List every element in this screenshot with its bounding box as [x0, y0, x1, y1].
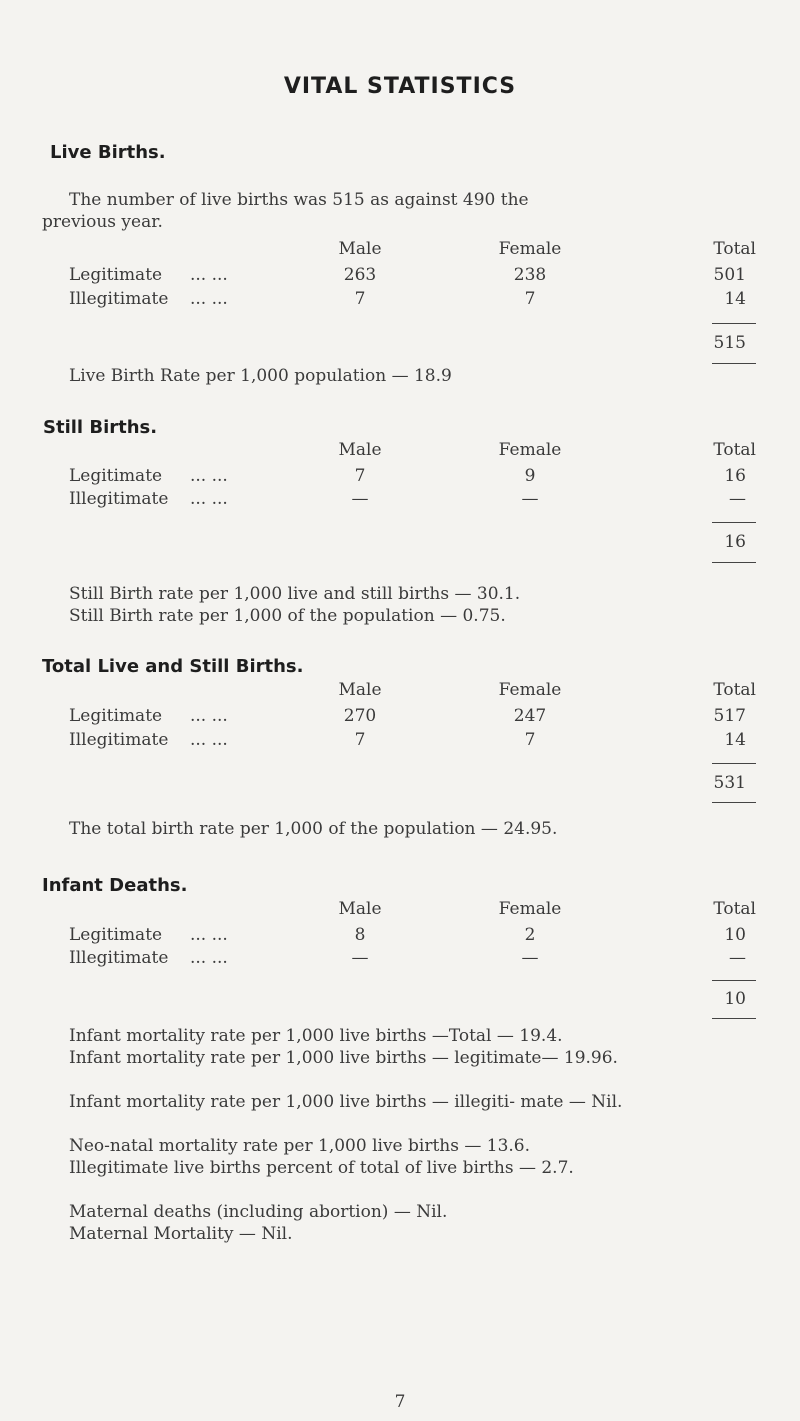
infant-total-rule-bottom — [712, 1018, 756, 1019]
total-grand-total: 531 — [713, 773, 746, 793]
live-total-rule-bottom — [712, 363, 756, 364]
page-title: VITAL STATISTICS — [283, 74, 517, 99]
infant-row-illegitimate-male: — — [351, 948, 369, 968]
total-births-heading: Total Live and Still Births. — [42, 656, 304, 677]
still-births-heading: Still Births. — [43, 417, 158, 438]
live-row-legitimate-dots: ... ... — [190, 265, 228, 285]
infant-note-5: Illegitimate live births percent of total of live births — 2.7. — [69, 1158, 574, 1178]
infant-deaths-heading: Infant Deaths. — [42, 875, 188, 896]
live-header-total: Total — [713, 239, 756, 259]
live-row-legitimate-female: 238 — [513, 265, 547, 285]
total-row-legitimate-dots: ... ... — [190, 706, 228, 726]
still-row-legitimate-male: 7 — [354, 466, 366, 486]
total-row-legitimate-label: Legitimate — [69, 706, 163, 726]
live-birth-rate: Live Birth Rate per 1,000 population — 18.9 — [69, 366, 452, 386]
infant-note-2 — [47, 1047, 759, 1069]
infant-row-illegitimate-total: — — [729, 948, 746, 968]
total-row-illegitimate-female: 7 — [524, 730, 536, 750]
total-row-illegitimate-total: 14 — [724, 730, 746, 750]
live-header-male: Male — [338, 239, 382, 259]
infant-header-total: Total — [713, 899, 756, 919]
live-grand-total: 515 — [713, 333, 746, 353]
infant-note-3: Infant mortality rate per 1,000 live births — illegiti- mate — Nil. — [69, 1092, 623, 1112]
infant-row-illegitimate-female: — — [521, 948, 539, 968]
infant-note-7: Maternal Mortality — Nil. — [69, 1224, 293, 1244]
still-header-female: Female — [498, 440, 562, 460]
infant-header-female: Female — [498, 899, 562, 919]
still-row-illegitimate-male: — — [351, 489, 369, 509]
still-birth-rate-2: Still Birth rate per 1,000 of the population — 0.75. — [69, 606, 506, 626]
infant-row-illegitimate-dots: ... ... — [190, 948, 228, 968]
live-total-rule-top — [712, 323, 756, 324]
live-births-heading: Live Births. — [50, 142, 166, 163]
live-row-illegitimate-male: 7 — [354, 289, 366, 309]
infant-note-1: Infant mortality rate per 1,000 live births —Total — 19.4. — [69, 1026, 563, 1046]
live-row-legitimate-male: 263 — [343, 265, 377, 285]
total-row-illegitimate-label: Illegitimate — [69, 730, 169, 750]
total-row-illegitimate-male: 7 — [354, 730, 366, 750]
total-total-rule-top — [712, 763, 756, 764]
total-header-male: Male — [338, 680, 382, 700]
live-row-illegitimate-female: 7 — [524, 289, 536, 309]
live-row-illegitimate-dots: ... ... — [190, 289, 228, 309]
still-row-illegitimate-dots: ... ... — [190, 489, 228, 509]
infant-total-rule-top — [712, 980, 756, 981]
still-row-legitimate-female: 9 — [524, 466, 536, 486]
still-row-illegitimate-total: — — [729, 489, 746, 509]
still-total-rule-top — [712, 522, 756, 523]
infant-note-6: Maternal deaths (including abortion) — Nil. — [69, 1202, 448, 1222]
still-total-rule-bottom — [712, 562, 756, 563]
still-row-illegitimate-female: — — [521, 489, 539, 509]
live-row-legitimate-total: 501 — [713, 265, 746, 285]
still-row-illegitimate-label: Illegitimate — [69, 489, 169, 509]
live-row-illegitimate-total: 14 — [724, 289, 746, 309]
live-births-intro-line2: previous year. — [42, 212, 163, 232]
infant-header-male: Male — [338, 899, 382, 919]
total-row-legitimate-total: 517 — [713, 706, 746, 726]
still-row-legitimate-total: 16 — [724, 466, 746, 486]
still-row-legitimate-dots: ... ... — [190, 466, 228, 486]
page-number: 7 — [394, 1392, 406, 1412]
still-header-male: Male — [338, 440, 382, 460]
live-header-female: Female — [498, 239, 562, 259]
live-row-illegitimate-label: Illegitimate — [69, 289, 169, 309]
infant-row-legitimate-male: 8 — [354, 925, 366, 945]
live-births-intro-line1: The number of live births was 515 as against 490 the — [69, 190, 529, 210]
live-row-legitimate-label: Legitimate — [69, 265, 163, 285]
infant-row-legitimate-female: 2 — [524, 925, 536, 945]
still-header-total: Total — [713, 440, 756, 460]
total-header-total: Total — [713, 680, 756, 700]
total-birth-rate: The total birth rate per 1,000 of the population — 24.95. — [69, 819, 558, 839]
still-row-legitimate-label: Legitimate — [69, 466, 163, 486]
infant-grand-total: 10 — [724, 989, 746, 1009]
total-row-legitimate-male: 270 — [343, 706, 377, 726]
infant-note-4: Neo-natal mortality rate per 1,000 live births — 13.6. — [69, 1136, 531, 1156]
infant-row-illegitimate-label: Illegitimate — [69, 948, 169, 968]
infant-row-legitimate-total: 10 — [724, 925, 746, 945]
total-row-illegitimate-dots: ... ... — [190, 730, 228, 750]
total-header-female: Female — [498, 680, 562, 700]
total-row-legitimate-female: 247 — [513, 706, 547, 726]
infant-note-2-text: Infant mortality rate per 1,000 live births — legitimate— 19.96. — [69, 1048, 618, 1068]
total-total-rule-bottom — [712, 802, 756, 803]
infant-row-legitimate-label: Legitimate — [69, 925, 163, 945]
infant-row-legitimate-dots: ... ... — [190, 925, 228, 945]
still-birth-rate-1: Still Birth rate per 1,000 live and still births — 30.1. — [69, 584, 521, 604]
still-grand-total: 16 — [724, 532, 746, 552]
